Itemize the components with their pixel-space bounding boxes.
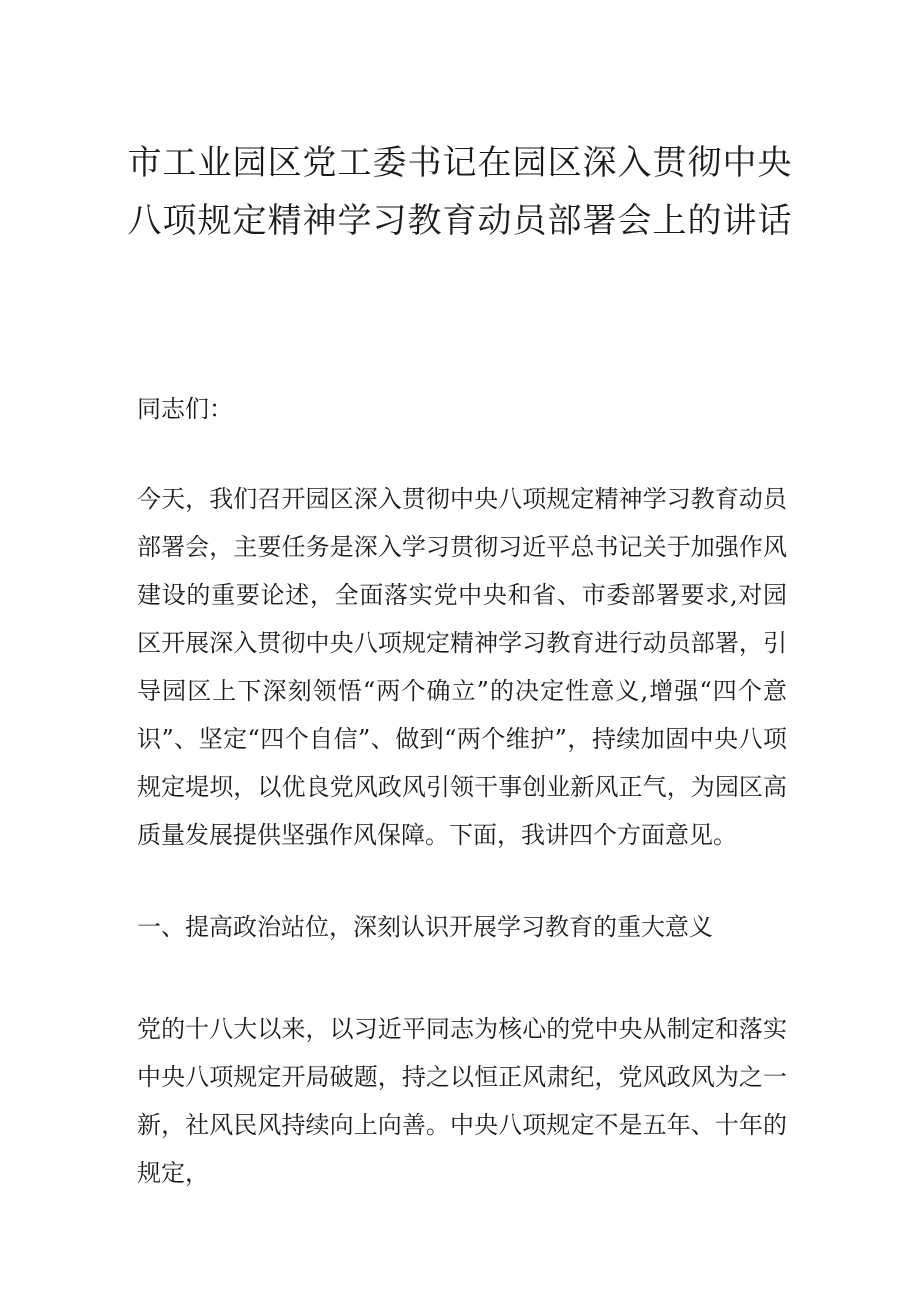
paragraph-opening: 今天，我们召开园区深入贯彻中央八项规定精神学习教育动员部署会，主要任务是深入学习贯彻习近平总书记关于加强作风建设的重要论述，全面落实党中央和省、市委部署要求,对园区开展深入贯彻中央八项规定精神学习教育进行动员部署，引导园区上下深刻领悟“两个确立”的决定性意义,增强“四个意识”、坚定“四个自信”、做到“两个维护”，持续加固中央八项规定堤坝，以优良党风政风引领干事创业新风正气，为园区高质量发展提供坚强作风保障。下面，我讲四个方面意见。	[137, 485, 787, 849]
document-title: 市工业园区党工委书记在园区深入贯彻中央八项规定精神学习教育动员部署会上的讲话	[127, 143, 793, 241]
section-heading-1: 一、提高政治站位，深刻认识开展学习教育的重大意义	[137, 913, 713, 941]
salutation: 同志们：	[137, 395, 233, 423]
paragraph-section-1: 党的十八大以来，以习近平同志为核心的党中央从制定和落实中央八项规定开局破题，持之以恒正风肃纪，党风政风为之一新，社风民风持续向上向善。中央八项规定不是五年、十年的规定，	[137, 1015, 787, 1187]
